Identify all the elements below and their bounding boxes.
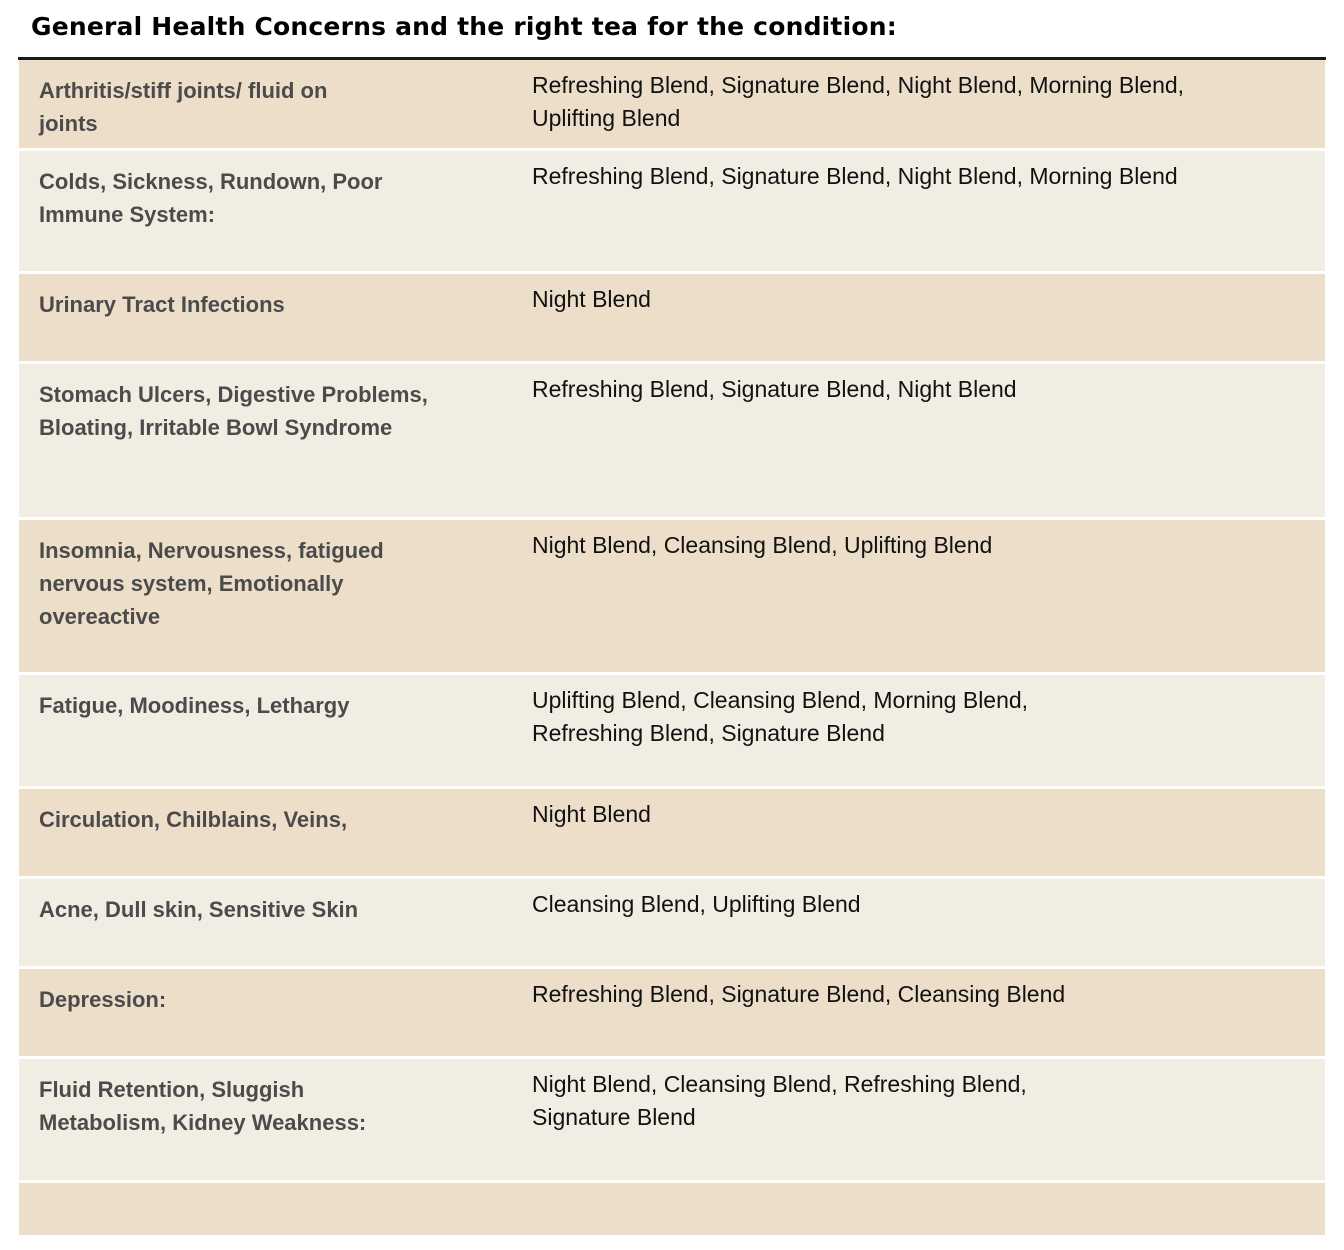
- tea-condition-table: [19, 60, 1325, 1235]
- teas-text: Cleansing Blend, Uplifting Blend: [532, 891, 861, 917]
- teas-text: Night Blend: [532, 286, 651, 312]
- condition-text: Acne, Dull skin, Sensitive Skin: [39, 897, 359, 922]
- table-row: [19, 675, 1325, 789]
- table-row: [19, 364, 1325, 520]
- teas-text: Night Blend, Cleansing Blend, Uplifting Blend: [532, 532, 993, 558]
- teas-text: Refreshing Blend, Signature Blend, Night Blend, Morning Blend, Uplifting Blend: [532, 72, 1185, 131]
- condition-text: Depression:: [39, 987, 167, 1012]
- table-row: [19, 879, 1325, 969]
- condition-text: Urinary Tract Infections: [39, 292, 285, 317]
- teas-cell: [512, 969, 1325, 1056]
- teas-cell: [512, 675, 1325, 786]
- condition-cell: [19, 675, 512, 786]
- condition-cell: [19, 364, 512, 517]
- teas-text: Refreshing Blend, Signature Blend, Night Blend: [532, 376, 1017, 402]
- condition-text: Circulation, Chilblains, Veins,: [39, 807, 348, 832]
- condition-cell: [19, 1183, 512, 1235]
- teas-text: Refreshing Blend, Signature Blend, Night Blend, Morning Blend: [532, 163, 1178, 189]
- page-title: General Health Concerns and the right tea for the condition:: [31, 12, 897, 41]
- condition-text: Colds, Sickness, Rundown, Poor Immune System:: [39, 169, 383, 227]
- table-row: [19, 151, 1325, 274]
- condition-cell: [19, 879, 512, 966]
- table-row: [19, 60, 1325, 151]
- teas-cell: [512, 1059, 1325, 1180]
- table-row: [19, 789, 1325, 879]
- teas-cell: [512, 789, 1325, 876]
- condition-cell: [19, 151, 512, 271]
- teas-text: Refreshing Blend, Signature Blend, Cleansing Blend: [532, 981, 1066, 1007]
- teas-cell: [512, 60, 1325, 148]
- teas-text: Uplifting Blend, Cleansing Blend, Morning Blend, Refreshing Blend, Signature Blend: [532, 687, 1029, 746]
- table-row: [19, 274, 1325, 364]
- teas-cell: [512, 520, 1325, 672]
- table-row: [19, 969, 1325, 1059]
- condition-cell: [19, 1059, 512, 1180]
- condition-cell: [19, 60, 512, 148]
- condition-cell: [19, 520, 512, 672]
- table-row: [19, 1183, 1325, 1235]
- teas-cell: [512, 1183, 1325, 1235]
- condition-text: Fluid Retention, Sluggish Metabolism, Kidney Weakness:: [39, 1077, 367, 1135]
- teas-cell: [512, 151, 1325, 271]
- table-row: [19, 520, 1325, 675]
- teas-text: Night Blend, Cleansing Blend, Refreshing Blend, Signature Blend: [532, 1071, 1027, 1130]
- teas-cell: [512, 879, 1325, 966]
- table-row: [19, 1059, 1325, 1183]
- condition-text: Stomach Ulcers, Digestive Problems, Bloating, Irritable Bowl Syndrome: [39, 382, 428, 440]
- condition-text: Insomnia, Nervousness, fatigued nervous system, Emotionally overeactive: [39, 538, 384, 629]
- teas-cell: [512, 364, 1325, 517]
- condition-text: Arthritis/stiff joints/ fluid on joints: [39, 78, 328, 136]
- teas-text: Night Blend: [532, 801, 651, 827]
- teas-cell: [512, 274, 1325, 361]
- condition-cell: [19, 969, 512, 1056]
- condition-cell: [19, 789, 512, 876]
- condition-text: Fatigue, Moodiness, Lethargy: [39, 693, 350, 718]
- condition-cell: [19, 274, 512, 361]
